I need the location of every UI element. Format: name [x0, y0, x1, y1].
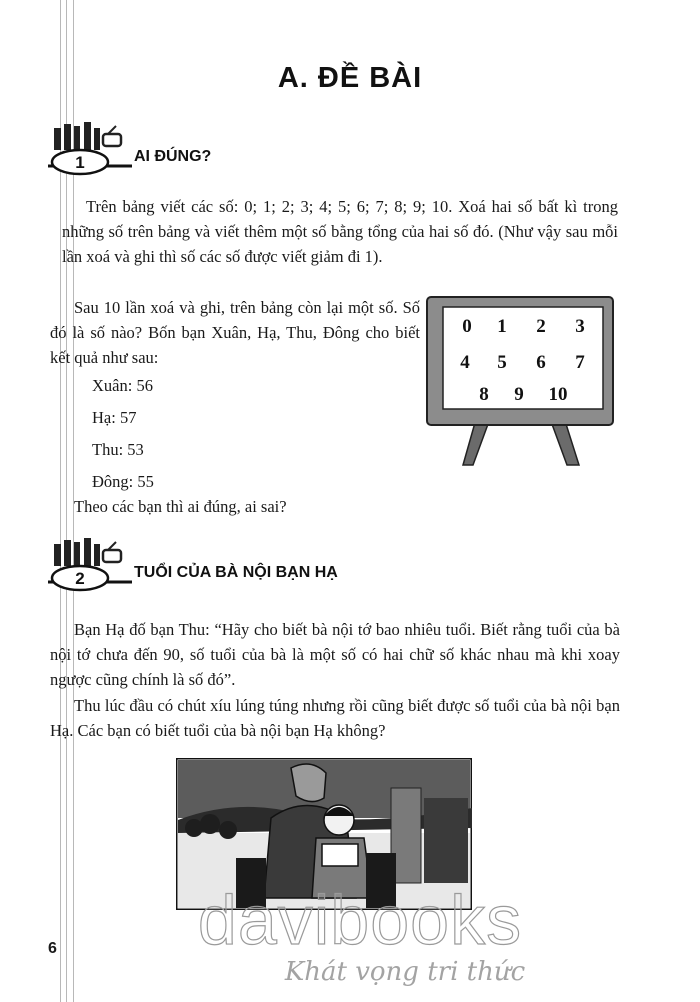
board-number: 3: [575, 316, 585, 337]
board-number: 1: [497, 316, 507, 337]
list-item: Thu: 53: [92, 440, 144, 459]
board-number: 5: [497, 352, 507, 373]
section-1-question: Theo các bạn thì ai đúng, ai sai?: [74, 497, 287, 516]
section-badge-icon: [48, 122, 132, 178]
section-heading: TUỔI CỦA BÀ NỘI BẠN HẠ: [134, 564, 338, 581]
section-2-paragraph-1: Bạn Hạ đố bạn Thu: “Hãy cho biết bà nội tớ bao nhiêu tuổi. Biết rằng tuổi của bà nội tớ chưa đến 90, số tuổi của bà là một số có hai chữ số khác nhau mà khi xoay ngược cũng chính là số đó”.: [50, 620, 620, 689]
section-1-paragraph-1: Trên bảng viết các số: 0; 1; 2; 3; 4; 5; 6; 7; 8; 9; 10. Xoá hai số bất kì trong những số trên bảng và viết thêm một số bằng tổng của hai số đó. (Như vậy sau mỗi lần xoá và ghi thì số các số được viết giảm đi 1).: [62, 197, 618, 266]
list-item: Xuân: 56: [92, 376, 153, 395]
section-1-header: [48, 122, 468, 178]
board-number: 0: [462, 316, 472, 337]
section-badge-icon: [48, 538, 132, 594]
answer-list: [92, 373, 154, 501]
page-number: 6: [48, 940, 57, 957]
board-number: 2: [536, 316, 546, 337]
board-number: 4: [460, 352, 470, 373]
watermark-brand: davibooks: [197, 881, 523, 959]
board-number: 10: [548, 384, 568, 405]
board-number: 8: [479, 384, 489, 405]
watermark-slogan: Khát vọng tri thức: [284, 957, 526, 987]
blackboard-illustration: [425, 295, 615, 470]
section-number: 2: [75, 569, 85, 588]
section-2-header: [48, 538, 468, 594]
section-number: 1: [75, 153, 85, 172]
list-item: Hạ: 57: [92, 408, 137, 427]
section-heading: AI ĐÚNG?: [134, 148, 212, 165]
list-item: Đông: 55: [92, 472, 154, 491]
section-1-paragraph-2: Sau 10 lần xoá và ghi, trên bảng còn lại một số. Số đó là số nào? Bốn bạn Xuân, Hạ, Thu, Đông cho biết kết quả như sau:: [50, 298, 420, 367]
page-title: A. ĐỀ BÀI: [277, 62, 423, 94]
board-number: 7: [575, 352, 585, 373]
board-number: 9: [514, 384, 524, 405]
board-number: 6: [536, 352, 546, 373]
section-2-paragraph-2: Thu lúc đầu có chút xíu lúng túng nhưng rồi cũng biết được số tuổi của bà nội bạn Hạ. Các bạn có biết tuổi của bà nội bạn Hạ không?: [50, 696, 620, 740]
